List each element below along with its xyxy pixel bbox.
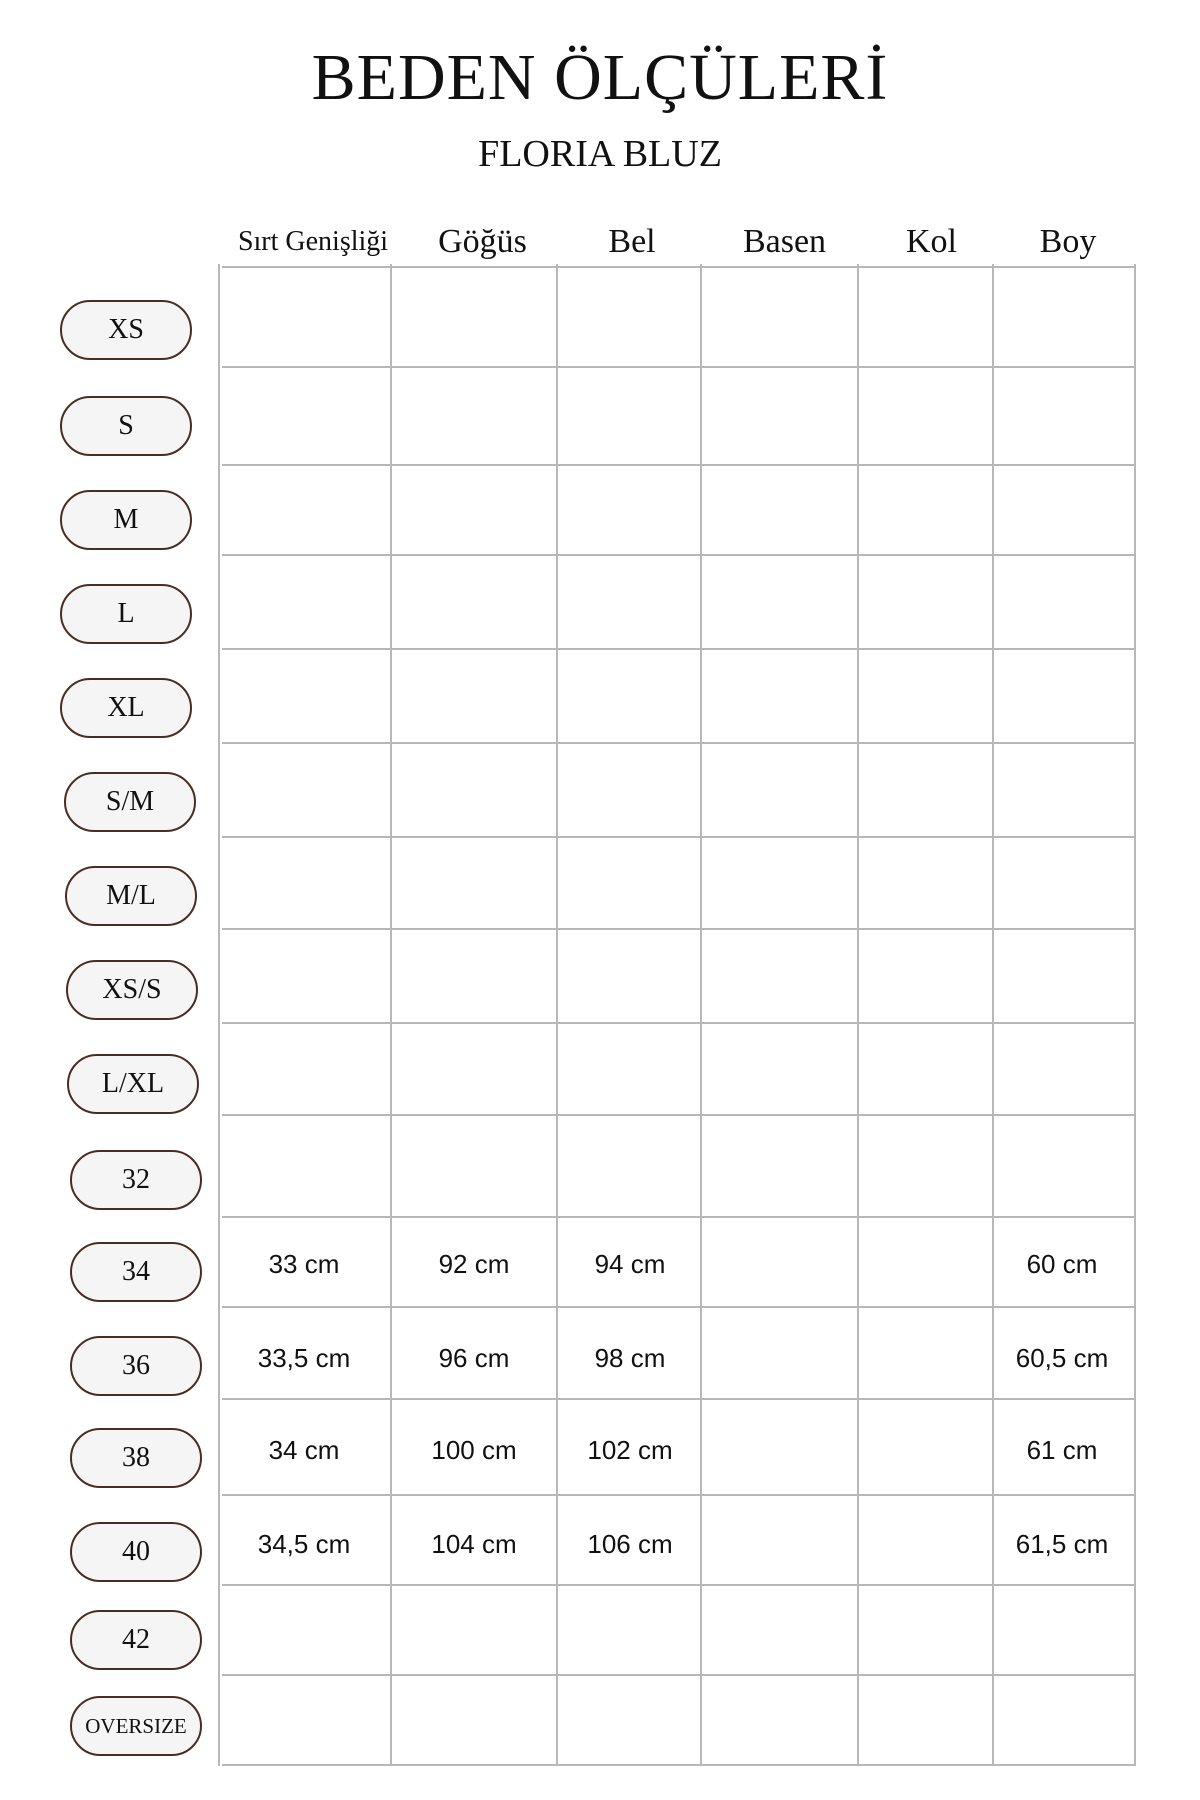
grid-horizontal-line <box>222 1216 1134 1218</box>
grid-horizontal-line <box>222 366 1134 368</box>
column-header-waist: Bel <box>608 223 656 260</box>
cell-size-40-g-s: 104 cm <box>431 1529 517 1559</box>
cell-size-34-s-rt-geni-li-i: 33 cm <box>268 1249 340 1279</box>
size-label-xs: XS <box>60 300 192 360</box>
cell-size-40-s-rt-geni-li-i: 34,5 cm <box>257 1529 351 1559</box>
cell-size-38-s-rt-geni-li-i: 34 cm <box>268 1435 340 1465</box>
product-name: FLORIA BLUZ <box>478 133 722 175</box>
size-label-oversize: OVERSIZE <box>70 1696 202 1756</box>
size-label-40: 40 <box>70 1522 202 1582</box>
size-label-32: 32 <box>70 1150 202 1210</box>
column-header-length: Boy <box>1039 223 1097 260</box>
size-label-42: 42 <box>70 1610 202 1670</box>
cell-size-34-g-s: 92 cm <box>438 1249 510 1279</box>
grid-horizontal-line <box>222 1674 1134 1676</box>
cell-size-38-bel: 102 cm <box>587 1435 673 1465</box>
grid-horizontal-line <box>222 928 1134 930</box>
grid-vertical-line <box>390 264 392 1766</box>
cell-size-36-boy: 60,5 cm <box>1015 1343 1109 1373</box>
size-label-36: 36 <box>70 1336 202 1396</box>
size-label-xs-s: XS/S <box>66 960 198 1020</box>
size-label-m-l: M/L <box>65 866 197 926</box>
grid-vertical-line <box>218 264 220 1766</box>
cell-size-38-boy: 61 cm <box>1026 1435 1098 1465</box>
cell-size-34-bel: 94 cm <box>594 1249 666 1279</box>
size-label-l: L <box>60 584 192 644</box>
grid-horizontal-line <box>222 1764 1134 1766</box>
size-label-34: 34 <box>70 1242 202 1302</box>
grid-horizontal-line <box>222 464 1134 466</box>
grid-horizontal-line <box>222 1022 1134 1024</box>
column-header-back-width: Sırt Genişliği <box>237 226 389 257</box>
grid-horizontal-line <box>222 554 1134 556</box>
cell-size-40-bel: 106 cm <box>587 1529 673 1559</box>
grid-horizontal-line <box>222 1398 1134 1400</box>
size-label-l-xl: L/XL <box>67 1054 199 1114</box>
cell-size-34-boy: 60 cm <box>1026 1249 1098 1279</box>
grid-horizontal-line <box>222 836 1134 838</box>
grid-horizontal-line <box>222 742 1134 744</box>
size-label-s-m: S/M <box>64 772 196 832</box>
size-label-38: 38 <box>70 1428 202 1488</box>
cell-size-40-boy: 61,5 cm <box>1015 1529 1109 1559</box>
column-header-chest: Göğüs <box>438 223 527 260</box>
grid-horizontal-line <box>222 266 1134 268</box>
size-label-xl: XL <box>60 678 192 738</box>
cell-size-36-bel: 98 cm <box>594 1343 666 1373</box>
grid-horizontal-line <box>222 1306 1134 1308</box>
grid-vertical-line <box>857 264 859 1766</box>
page-title: BEDEN ÖLÇÜLERİ <box>311 41 889 114</box>
grid-horizontal-line <box>222 648 1134 650</box>
grid-horizontal-line <box>222 1584 1134 1586</box>
size-label-m: M <box>60 490 192 550</box>
grid-horizontal-line <box>222 1494 1134 1496</box>
cell-size-36-s-rt-geni-li-i: 33,5 cm <box>257 1343 351 1373</box>
cell-size-36-g-s: 96 cm <box>438 1343 510 1373</box>
size-label-s: S <box>60 396 192 456</box>
grid-horizontal-line <box>222 1114 1134 1116</box>
cell-size-38-g-s: 100 cm <box>431 1435 517 1465</box>
column-header-hip: Basen <box>742 223 827 260</box>
column-header-sleeve: Kol <box>906 223 957 260</box>
